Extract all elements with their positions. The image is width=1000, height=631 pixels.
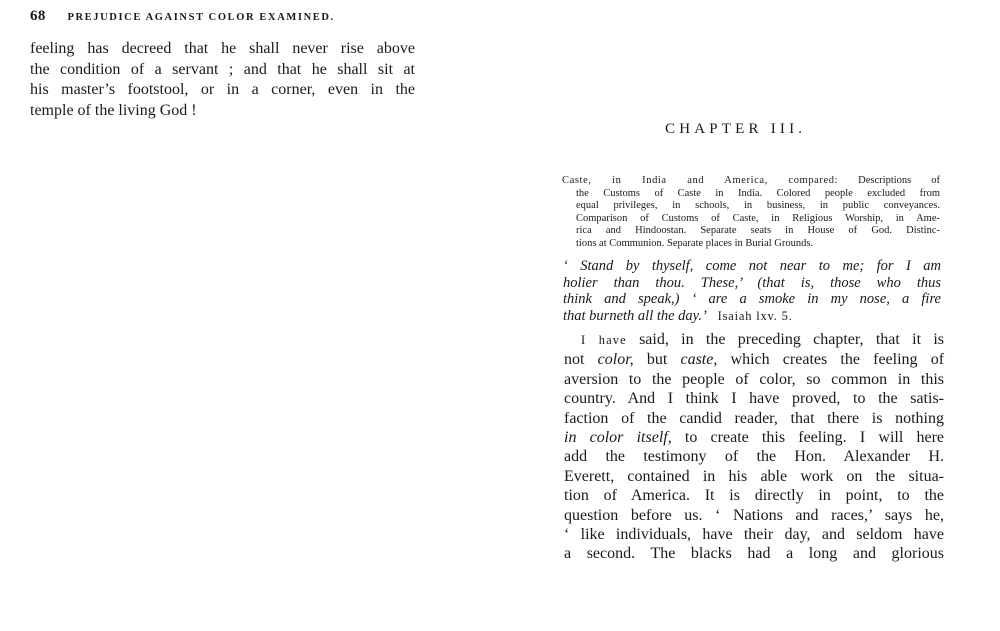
text-line: the condition of a servant ; and that he shall sit at bbox=[30, 60, 415, 78]
text-line: question before us. ‘ Nations and races,’ says he, bbox=[564, 506, 944, 524]
text-line: faction of the candid reader, that there is nothing bbox=[564, 409, 944, 427]
epigraph-citation: Isaiah lxv. 5. bbox=[717, 308, 793, 323]
epigraph bbox=[563, 258, 941, 324]
summary-line: rica and Hindoostan. Separate seats in House of God. Distinc- bbox=[576, 225, 940, 237]
text-line: a second. The blacks had a long and glorious bbox=[564, 545, 944, 563]
text-line: ‘ like individuals, have their day, and seldom have bbox=[564, 526, 944, 544]
left-page bbox=[0, 0, 470, 631]
text-line: temple of the living God ! bbox=[30, 101, 197, 119]
text-line: feeling has decreed that he shall never rise above bbox=[30, 40, 415, 57]
summary-line: Comparison of Customs of Caste, in Religious Worship, in Ame- bbox=[576, 212, 940, 224]
running-head bbox=[30, 8, 335, 25]
summary-line: equal privileges, in schools, in business, in public conveyances. bbox=[576, 200, 940, 212]
chapter-summary bbox=[562, 175, 940, 251]
left-page-text bbox=[30, 39, 415, 121]
text-line: Everett, contained in his able work on the situa- bbox=[564, 467, 944, 485]
text-line: not color, but caste, which creates the feeling of bbox=[564, 351, 945, 369]
right-page bbox=[540, 0, 1000, 631]
body-text bbox=[564, 330, 944, 564]
chapter-title: CHAPTER III. bbox=[665, 121, 807, 137]
text-line: country. And I think I have proved, to the satis- bbox=[564, 390, 944, 408]
summary-heading: Caste, in India and America, compared: bbox=[562, 175, 839, 186]
summary-line: the Customs of Caste in India. Colored people excluded from bbox=[576, 187, 940, 199]
summary-line: tions at Communion. Separate places in Burial Grounds. bbox=[576, 237, 814, 249]
text-line: aversion to the people of color, so common in this bbox=[564, 370, 944, 388]
epigraph-line: think and speak,) ‘ are a smoke in my nose, a fire bbox=[563, 291, 941, 307]
text-line: tion of America. It is directly in point, to the bbox=[564, 487, 944, 505]
epigraph-line: holier than thou. These,’ (that is, those who thus bbox=[563, 274, 941, 291]
epigraph-line: that burneth all the day.’ Isaiah lxv. 5. bbox=[563, 307, 793, 324]
text-line: in color itself, to create this feeling. I will here bbox=[564, 429, 945, 447]
drop-words: I have bbox=[581, 333, 627, 347]
summary-line: Caste, in India and America, compared: Descriptions of bbox=[562, 175, 940, 186]
running-title: PREJUDICE AGAINST COLOR EXAMINED. bbox=[67, 12, 335, 23]
epigraph-line: ‘ Stand by thyself, come not near to me; for I am bbox=[563, 258, 941, 274]
page-number: 68 bbox=[30, 8, 46, 24]
text-line: I have said, in the preceding chapter, that it is bbox=[581, 331, 944, 348]
text-line: his master’s footstool, or in a corner, even in the bbox=[30, 81, 415, 98]
text-line: add the testimony of the Hon. Alexander H. bbox=[564, 448, 944, 466]
